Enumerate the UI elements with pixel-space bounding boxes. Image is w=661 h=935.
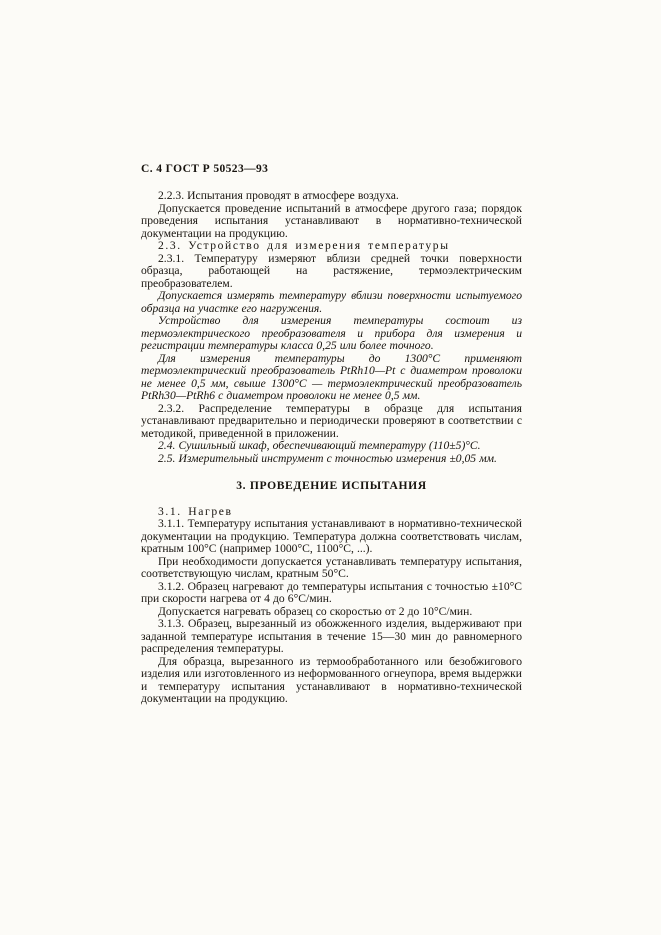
paragraph: 2.5. Измерительный инструмент с точностью измерения ±0,05 мм. [158, 451, 497, 465]
paragraph: 2.3. Устройство для измерения температуры [158, 239, 450, 252]
paragraph: 3.1.3. Образец, вырезанный из обожженного изделия, выдерживают при заданной температуре испытания в течение 15—30 мин до равномерного распределения температуры. [141, 617, 522, 655]
paragraph: Для измерения температуры до 1300°С применяют термоэлектрический преобразователь PtRh10—Pt с диаметром проволоки не менее 0,5 мм, свыше 1300°С — термоэлектрический преобразователь PtRh30—PtRh6 с диаметром проволоки не менее 0,5 мм. [141, 351, 522, 402]
paragraph: 3.1.2. Образец нагревают до температуры испытания с точностью ±10°С при скорости нагрева от 4 до 6°С/мин. [141, 579, 522, 605]
running-header: С. 4 ГОСТ Р 50523—93 [141, 163, 269, 175]
paragraph: Допускается проведение испытаний в атмосфере другого газа; порядок проведения испытания устанавливают в нормативно-технической документации на продукцию. [141, 201, 522, 240]
paragraph: 2.3.2. Распределение температуры в образце для испытания устанавливают предварительно и периодически проверяют в соответствии с методикой, приведенной в приложении. [141, 401, 522, 440]
paragraph: 2.4. Сушильный шкаф, обеспечивающий температуру (110±5)°С. [158, 439, 481, 452]
document-body [141, 190, 522, 706]
paragraph: Допускается измерять температуру вблизи поверхности испытуемого образца на участке его нагружения. [141, 289, 522, 315]
paragraph: При необходимости допускается устанавливать температуру испытания, соответствующую числам, кратным 50°С. [141, 554, 522, 580]
paragraph: Допускается нагревать образец со скоростью от 2 до 10°С/мин. [158, 604, 473, 618]
paragraph: Для образца, вырезанного из термообработанного или безобжигового изделия или изготовленного из неформованного огнеупора, время выдержки и температуру испытания устанавливают в нормативно-технической документации на продукцию. [141, 654, 522, 705]
paragraph: Устройство для измерения температуры состоит из термоэлектрического преобразователя и прибора для измерения и регистрации температуры класса 0,25 или более точного. [141, 314, 522, 352]
paragraph: 2.3.1. Температуру измеряют вблизи средней точки поверхности образца, работающей на растяжение, термоэлектрическим преобразователем. [141, 251, 522, 290]
paragraph: 2.2.3. Испытания проводят в атмосфере воздуха. [158, 189, 399, 202]
section-heading: 3. ПРОВЕДЕНИЕ ИСПЫТАНИЯ [236, 479, 427, 492]
paragraph: 3.1.1. Температуру испытания устанавливают в нормативно-технической документации на продукцию. Температура должна соответствовать числам, кратным 100°С (например 1000°С, 1100°С, ...). [141, 517, 522, 555]
paragraph: 3.1. Нагрев [158, 504, 233, 518]
